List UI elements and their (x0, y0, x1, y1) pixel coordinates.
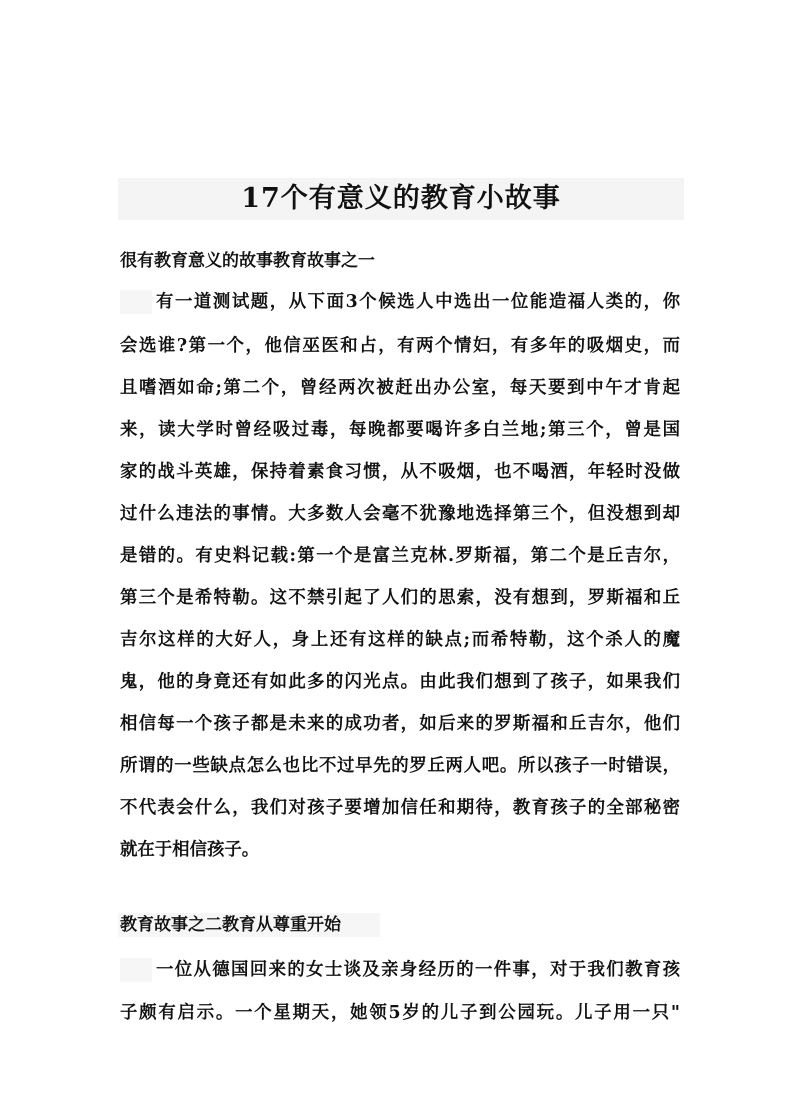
paragraph-line: 吉尔这样的大好人，身上还有这样的缺点;而希特勒，这个杀人的魔 (120, 630, 680, 650)
document-title: 17个有意义的教育小故事 (241, 183, 561, 214)
paragraph-indent-marker (120, 290, 152, 314)
paragraph-line: 第三个是希特勒。这不禁引起了人们的思索，没有想到，罗斯福和丘 (120, 588, 680, 608)
paragraph-line: 不代表会什么，我们对孩子要增加信任和期待，教育孩子的全部秘密 (120, 798, 680, 818)
paragraph-line: 来，读大学时曾经吸过毒，每晚都要喝许多白兰地;第三个，曾是国 (120, 420, 680, 440)
paragraph-line: 一位从德国回来的女士谈及亲身经历的一件事，对于我们教育孩 (156, 960, 680, 980)
paragraph-line: 过什么违法的事情。大多数人会毫不犹豫地选择第三个，但没想到却 (120, 504, 680, 524)
paragraph-line: 相信每一个孩子都是未来的成功者，如后来的罗斯福和丘吉尔，他们 (120, 714, 680, 734)
section-heading-2: 教育故事之二教育从尊重开始 (120, 915, 341, 935)
paragraph-line: 就在于相信孩子。 (120, 840, 260, 860)
paragraph-line: 子颇有启示。一个星期天，她领5岁的儿子到公园玩。儿子用一只" (120, 1003, 680, 1023)
paragraph-indent-marker (120, 958, 152, 982)
paragraph-line: 是错的。有史料记载:第一个是富兰克林.罗斯福，第二个是丘吉尔， (120, 546, 680, 566)
paragraph-line: 家的战斗英雄，保持着素食习惯，从不吸烟，也不喝酒，年轻时没做 (120, 462, 680, 482)
paragraph-line: 所谓的一些缺点怎么也比不过早先的罗丘两人吧。所以孩子一时错误， (120, 756, 680, 776)
section-heading-1: 很有教育意义的故事教育故事之一 (120, 251, 375, 271)
paragraph-line: 会选谁?第一个，他信巫医和占，有两个情妇，有多年的吸烟史，而 (120, 336, 680, 356)
paragraph-line: 且嗜酒如命;第二个，曾经两次被赶出办公室，每天要到中午才肯起 (120, 378, 680, 398)
paragraph-line: 鬼，他的身竟还有如此多的闪光点。由此我们想到了孩子，如果我们 (120, 672, 680, 692)
paragraph-line: 有一道测试题，从下面3个候选人中选出一位能造福人类的，你 (156, 292, 680, 312)
